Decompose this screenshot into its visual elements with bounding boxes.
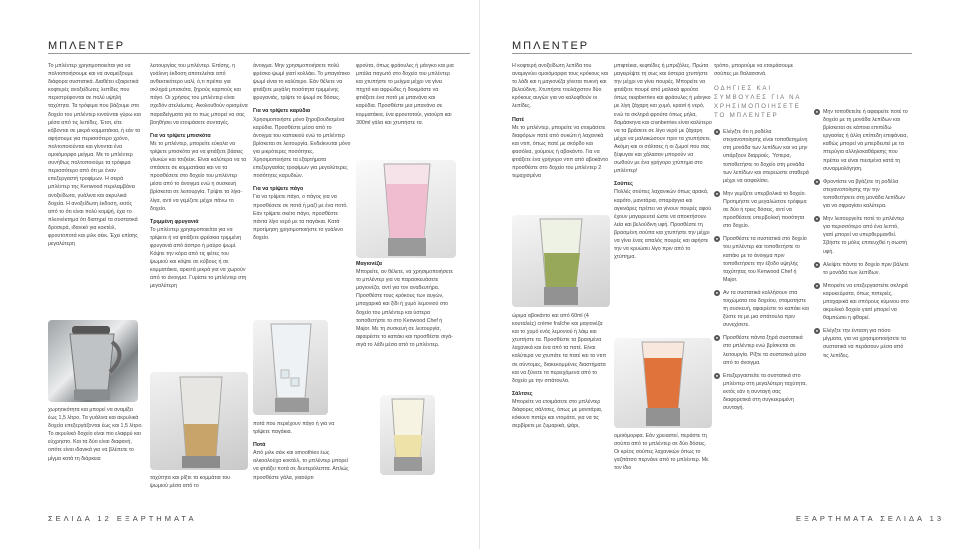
tips-list-left — [714, 128, 809, 412]
section-heading: Μαγιονέζα — [356, 261, 383, 267]
body-text: χωρητικότητα και μπορεί να αναμίξει έως 1,5 λίτρο. Τα γυάλινα και ακρυλικά δοχεία επεξεργάζονται έως και 1,5 λίτρο. Το ακρυλικό δοχείο είναι πιο ελαφρύ και εύχρηστο. Και τα δύο είναι διαφανή, οπότε είναι ιδανικά για να βλέπετε το μίγμα κατά τη διάρκεια — [48, 407, 143, 462]
body-text: Το μπλέντερ χρησιμοποιείται για να πολτοποιήσουμε και να αναμείξουμε διάφορα συστατικά. Διαθέτει εξαιρετικά κοφτερές ανοξείδωτες λεπίδες που περιστρέφονται σε πολύ υψηλή ταχύτητα. Τα τρόφιμα που βάζουμε στο δοχείο του μπλέντερ κινούνται γύρω και μέσα από τις λεπίδες. Έτσι, είτε κόβονται σε μικρά κομματάκια, ή εάν τα αφήσουμε για περισσότερο χρόνο, πολτοποιούνται και γίνονται ένα ομοιόμορφο μείγμα. Με το μπλέντερ συνήθως πολτοποιούμε τα τρόφιμα περισσότερο από ότι με έναν επεξεργαστή τροφίμων. Η σειρά μπλέντερ της Kenwood περιλαμβάνει ανοξείδωτα, γυάλινα και ακρυλικά δοχεία. Η ανοξείδωτη έκδοση, εκτός από το ότι είναι πολύ κομψή, έχει το πλεονέκτημα ότι διατηρεί τα συστατικά δροσερά, ιδανικό για κοκτέιλ, φρουτοποτά και μιλκ σέικ. Έχει επίσης μεγαλύτερη — [48, 63, 141, 248]
header-rule-left — [48, 53, 470, 54]
bullet-icon: ● — [815, 109, 819, 114]
bullet-icon: ● — [815, 328, 819, 334]
body-text: ομοιόμορφα. Εάν χρειαστεί, περάστε τη σούπα από το μπλέντερ σε δύο δόσεις. Οι κρέος σούπες λαχανικών όπως το γαζπάτσο περνάνε από το μπλέντερ. Με τον ίδιο — [614, 433, 709, 472]
bullet-icon: ● — [715, 372, 719, 378]
section-heading: Για να τρίψετε μπισκότα — [150, 132, 211, 139]
header-rule-right — [512, 53, 912, 54]
tip-text: Αν τα συστατικά κολλήσουν στα τοιχώματα του δοχείου, σταματήστε τη συσκευή, αφαιρέστε το καπάκι και ξύστε τα με μια σπάτουλα πριν συνεχίσετε. — [723, 289, 809, 329]
steel-blender-photo — [48, 320, 138, 402]
tip-text: Μην λειτουργείτε ποτέ το μπλέντερ για περισσότερο από ένα λεπτό, γιατί μπορεί να υπερθερμανθεί. Σβήστε το μόλις επιτευχθεί η σωστή υφή. — [823, 216, 908, 255]
body-text: Το μπλέντερ χρησιμοποιείται για να τρίψετε ή να φτιάξετε φρέσκια τριμμένη φρυγανιά από άσπρο ή μαύρο ψωμί. Κόψτε την κόρα από τις φέτες του ψωμιού και κόψτε σε κύβους ή σε κομματάκια, αρκετά μικρά για να χωρούν από το άνοιγμα. Γυρίστε το μπλέντερ στη μεγαλύτερη — [150, 226, 247, 290]
blender-smoothie-icon — [356, 160, 456, 258]
tip-text: Φροντίστε να βγάζετε τη ροδέλα στεγανοποίησης την την τοποθετήσετε στη μονάδα λεπίδων για να σφραγίσει καλύτερα. — [823, 178, 905, 210]
section-heading: Σούπες — [614, 181, 633, 188]
page-footer-right: ΕΞΑΡΤΗΜΑΤΑ ΣΕΛΙΔΑ 13 — [796, 514, 945, 523]
blender-avocado-icon — [512, 215, 610, 307]
section-heading: Ποτά — [253, 442, 266, 449]
tip-text: Επεξεργαστείτε τα συστατικά στο μπλέντερ στη μεγαλύτερη ταχύτητα, εκτός εάν η συνταγή σας διαφορετικά στη συγκεκριμένη συνταγή. — [723, 372, 807, 412]
bullet-icon: ● — [715, 335, 719, 341]
bullet-icon: ● — [815, 178, 819, 184]
bullet-icon: ● — [815, 216, 819, 222]
body-text: Από μιλκ σέικ και smoothies έως αλκοολούχα κοκτέιλ, το μπλέντερ μπορεί να φτιάξει ποτά σε δευτερόλεπτα. Απλώς προσθέστε γάλα, γιαούρτι — [253, 450, 349, 481]
tip-text: Μην γεμίζετε υπερβολικά το δοχείο. Προτιμήστε να μεγαλώσετε τρόφιμα σε δύο ή τρεις δόσεις, αντί να προσθέσετε υπερβολική ποσότητα στο δοχείο. — [723, 190, 807, 230]
body-text: Μπορείτε, αν θέλετε, να χρησιμοποιήσετε το μπλέντερ για να παρασκευάσετε μαγιονέζα, αντί για τον αναδευτήρα. Προσθέστε τους κρόκους των αυγών, μπαχαρικά και ξίδι ή χυμό λεμονιού στο δοχείο του μπλέντερ και ύστερα τοποθετήστε το στο Kenwood Chef ή Major. Με τη συσκευή σε λειτουργία, αφαιρέστε το καπάκι και προσθέστε σιγά-σιγά το λάδι μέσα από το μπλέντερ. — [356, 269, 453, 348]
bullet-icon: ● — [715, 129, 719, 135]
tip-text: Μην τοποθετείτε ή αφαιρείτε ποτέ το δοχείο με τη μονάδα λεπίδων και βρίσκεται σε κάποια επιπέδω εργασίας ή άλλη επίπεδη επιφάνεια, καθώς μπορεί να μπερδευτεί με τα πτερύγια αλληλοκαθάρισης που πρέπει να είναι πιεσμένα κατά τη συναρμολόγηση. — [823, 109, 908, 172]
blender-soup-icon — [614, 338, 712, 428]
tip-item — [814, 178, 910, 210]
body-text: ταχύτητα και ρίξτε τα κομμάτια του ψωμιού μέσα από το — [150, 475, 231, 490]
left-column-2b — [150, 474, 248, 495]
left-column-4 — [356, 62, 456, 132]
tip-item — [714, 235, 809, 284]
left-column-3 — [253, 62, 351, 247]
body-text: λειτουργίας του μπλέντερ. Επίσης, η γυάλινη έκδοση αποτελείται από ανθεκτικότερο υαλί, ό,τι πρέπει για σκληρά μπισκότα, ξηρούς καρπούς και πάγο. Οι χρήσεις του μπλέντερ είναι σχεδόν ατελείωτες. Ακολουθούν ορισμένα παραδείγματα για το πως μπορεί να σας βοηθήσει να ετοιμάσετε συνταγές. — [150, 63, 248, 126]
body-text: Για να τρίψετε πάγο, ο πάγος για να προσθέσετε σε ποτά ή μαζί με ένα ποτό. Εάν τρίψετε σκέτο πάγο, προσθέστε πάντα λίγο νερό με τα παγάκια. Κατά προτίμηση χρησιμοποιήστε το γυάλινο δοχείο. — [253, 194, 348, 241]
body-text: Η κοφτερή ανοξείδωτη λεπίδα του αναμιγνύει ομοιόμορφα τους κρόκους και το λάδι και η μαγιονέζα γίνεται πυκνή και βελούδινη. Χτυπήστε τουλάχιστον δύο κρόκους αυγών για να καλυφθούν οι λεπίδες. — [512, 63, 609, 110]
right-column-1b — [512, 312, 610, 435]
section-heading: Πατέ — [512, 116, 524, 123]
body-text: άνοιγμα. Μην χρησιμοποιήσετε πολύ φρέσκο ψωμί γιατί κολλάει. Το μπαγιάτικο ψωμί είναι το καλύτερο. Εάν θέλετε να φτιάξετε μεγάλη ποσότητα τριμμένης φρυγανιάς, τρίψτε το ψωμί σε δόσεις. — [253, 63, 350, 102]
left-column-2 — [150, 62, 248, 296]
body-text: Χρησιμοποιήστε μόνο ξηροβουδισμένα καρύδια. Προσθέστε μέσα από το άνοιγμα του καπακιού ενώ το μπλέντερ βρίσκεται σε λειτουργία. Ενδείκνυται μόνο για μικρότερες ποσότητες. Χρησιμοποιήστε τα εξαρτήματα επεξεργασίας τροφίμων για μεγαλύτερες ποσότητες καρυδιών. — [253, 116, 351, 180]
tip-item — [714, 372, 809, 412]
mayo-blender-photo — [380, 395, 435, 475]
blender-jug-icon — [48, 320, 138, 402]
body-text: μπιφτέκια, κεφτέδες ή μπριζόλες. Πρώτα μαγειρέψτε τη σως και ύστερα χτυπήστε την μέχρι να γίνει πουρές. Μπορείτε να φτιάξετε πουρέ από μαλακά φρούτα όπως raspberries και φράουλες ή μάνγκο με λίγη ζάχαρη και χυμό, κρασί ή νερό, ενώ τα σκληρά φρούτα όπως μήλα, δαμάσκηνα και cranberries είναι καλύτερο να τα βράσετε σε λίγο νερό με ζάχαρη μέχρι να μαλακώσουν πριν τα χτυπήσετε. Ακόμη και οι σάλτσες ή οι ζωμοί που σας ξέφυγαν και χάλασαν μπορούν να σωθούν με ένα γρήγορο χτύπημα στο μπλέντερ! — [614, 63, 712, 175]
body-text: Με το μπλέντερ, μπορείτε να ετοιμάσετε διαφόρων πατέ από συκώτι ή λαχανικά και ντιπ, όπως πατέ με σκόρδο και φασόλια, χούμους ή αβοκάντο. Για να φτιάξετε ένα γρήγορο ντιπ από αβοκάντο προσθέστε στο δοχείο του μπλέντερ 2 τεμαχισμένα — [512, 124, 609, 180]
blender-ice-icon — [253, 320, 328, 415]
section-heading: Σάλτσες — [512, 390, 533, 397]
bullet-icon: ● — [815, 261, 819, 267]
right-column-3 — [714, 62, 809, 417]
page-title-left: ΜΠΛΕΝΤΕΡ — [48, 40, 126, 52]
tip-item — [814, 108, 910, 173]
soup-blender-photo — [614, 338, 712, 428]
right-column-1 — [512, 62, 610, 185]
left-column-4b — [356, 260, 456, 354]
section-heading: Για να τρίψετε καρύδια — [253, 108, 311, 115]
left-column-3b — [253, 420, 351, 487]
tip-text: Μπορείτε να επεξεργαστείτε σκληρά καρυκεύματα, όπως πιπεριές, μπαχαρικά και σπόρους κύμινου στο ακρυλικό δοχείο γιατί μπορεί να θαμπώσει η φθαρεί. — [823, 282, 909, 322]
tip-text: Ελέγξτε την ένταση για πόσο μίγματα, για να χρησιμοποιήσετε τα συστατικά να περάσουν μέσα από τις λεπίδες. — [823, 328, 906, 359]
page-gutter — [479, 0, 480, 549]
body-text: Μπορείτε να ετοιμάσετε στο μπλέντερ διάφορες σάλτσες, όπως με μανιτάρια, κόκκινο πιπέρι και ντομάτα, για να τις σερβίρετε με ζυμαρικά, ψάρι, — [512, 398, 603, 430]
ice-blender-photo — [253, 320, 328, 415]
page-title-right: ΜΠΛΕΝΤΕΡ — [512, 40, 590, 52]
tip-item — [814, 215, 910, 255]
tip-text: Αλείψτε πάντα το δοχείο πριν βάλετε το μονάδα των λεπίδων. — [823, 261, 909, 276]
tip-text: Προσθέστε τα συστατικά στο δοχείο του μπλέντερ και τοποθετήστε το καπάκι με το άνοιγμα πριν τοποθετήσετε την έξοδο υψηλής ταχύτητας του Kenwood Chef ή Major. — [723, 236, 807, 283]
tip-text: Ελέγξτε ότι η ροδέλα στεγανοποίησης είναι τοποθετημένη στη μονάδα των λεπίδων και να μην υπάρξουν διαρροές. Ύστερα, τοποθετήστε το δοχείο στη μονάδα των λεπίδων και στερεώστε σταθερά μέχρι να ασφαλίσει. — [723, 129, 809, 184]
tip-item — [714, 334, 809, 366]
hints-heading: ΟΔΗΓΙΕΣ ΚΑΙ ΣΥΜΒΟΥΛΕΣ ΓΙΑ ΝΑ ΧΡΗΣΙΜΟΠΟΙΗΣΕΤΕ ΤΟ ΜΠΛΕΝΤΕΡ — [714, 85, 802, 120]
bullet-icon: ● — [715, 289, 719, 295]
smoothie-blender-photo — [356, 160, 456, 258]
blender-crumbs-icon — [150, 372, 248, 470]
body-text: ποτά που περιέχουν πάγο ή για να τρίψετε παγάκια. — [253, 421, 335, 436]
right-column-4 — [814, 108, 910, 365]
tip-item — [814, 327, 910, 359]
body-text: ώριμα αβοκάντο και από 60ml (4 κουταλιές) crème fraîche και μαγιονέζα και το χυμό ενός λεμονιού ή λάιμ και χτυπήστε τα. Προσθέστε τα βρασμένα λαχανικά και ένα από τα πατέ. Είναι καλύτερα να χτυπάτε τα πατέ και τα ντιπ σε σύντομες, διακεκομμένες διαστήματα και να ξύνετε τα περιεχόμενα από το δοχείο με την σπάτουλα. — [512, 313, 607, 384]
page-footer-left: ΣΕΛΙΔΑ 12 ΕΞΑΡΤΗΜΑΤΑ — [48, 514, 197, 523]
tip-item — [714, 289, 809, 329]
crumbs-blender-photo — [150, 372, 248, 470]
body-text: Με το μπλέντερ, μπορείτε εύκολα να τρίψετε μπισκότα για να φτιάξετε βάσεις γλυκών και τσιζκέικ. Είναι καλύτερα να τα σπάσετε σε κομματάκια και να τα προσθέσετε στο δοχείο του μπλέντερ μέσα από το άνοιγμα ενώ η συσκευή βρίσκεται σε λειτουργία. Τρίψτε τα λίγα-λίγα, αντί να γεμίζετε μέχρι πάνω το δοχείο. — [150, 140, 247, 212]
section-heading: Τριμμένη φρυγανιά — [150, 218, 199, 225]
right-column-2 — [614, 62, 712, 266]
tip-item — [714, 128, 809, 185]
left-column-1b — [48, 406, 143, 468]
bullet-icon: ● — [715, 190, 719, 196]
body-text: Πολλές σούπες λαχανικών όπως αρακά, καρότο, μανιτάρια, σπαράγγια και αγκινάρες πρέπει να γίνουν πουρές αφού έχουν μαγειρευτεί ώστε να αποκτήσουν λεία και βελούδινη υφή. Προσθέστε τη βρασμένη σούπα και χτυπήστε την μέχρι να γίνει ένας απαλός πουρές και αφήστε την να κρυώσει λίγο πριν από το χτύπημα. — [614, 189, 712, 261]
left-column-1 — [48, 62, 143, 253]
body-text: τρόπο, μπορούμε να ετοιμάσουμε σούπες με θαλασσινά. — [714, 63, 794, 78]
pate-blender-photo — [512, 215, 610, 307]
tip-item — [814, 261, 910, 277]
tip-item — [714, 190, 809, 230]
tip-text: Προσθέστε πάντα ξηρά συστατικά στο μπλέντερ ενώ βρίσκεται σε λειτουργία. Ρίξτε τα συστατικά μέσα από το άνοιγμα. — [723, 335, 807, 366]
bullet-icon: ● — [715, 236, 719, 242]
blender-mayo-icon — [380, 395, 435, 475]
body-text: φρούτα, όπως φράουλες ή μάνγκο και μια μπάλα παγωτό στο δοχείο του μπλέντερ και χτυπήστε το μείγμα μέχρι να γίνει πηχτό και αφρώδες ή δοκιμάστε να φτιάξετε ένα ποτό με μπανάνα και καρύδια. Προσθέστε μια μπανάνα σε κομματάκια, ένα φρουτοτούι, γιαούρτι και 300ml γάλα και χτυπήστε τα. — [356, 63, 454, 126]
tip-item — [814, 282, 910, 322]
right-column-2b — [614, 432, 712, 477]
section-heading: Για να τρίψετε πάγο — [253, 186, 304, 193]
bullet-icon: ● — [815, 282, 819, 288]
